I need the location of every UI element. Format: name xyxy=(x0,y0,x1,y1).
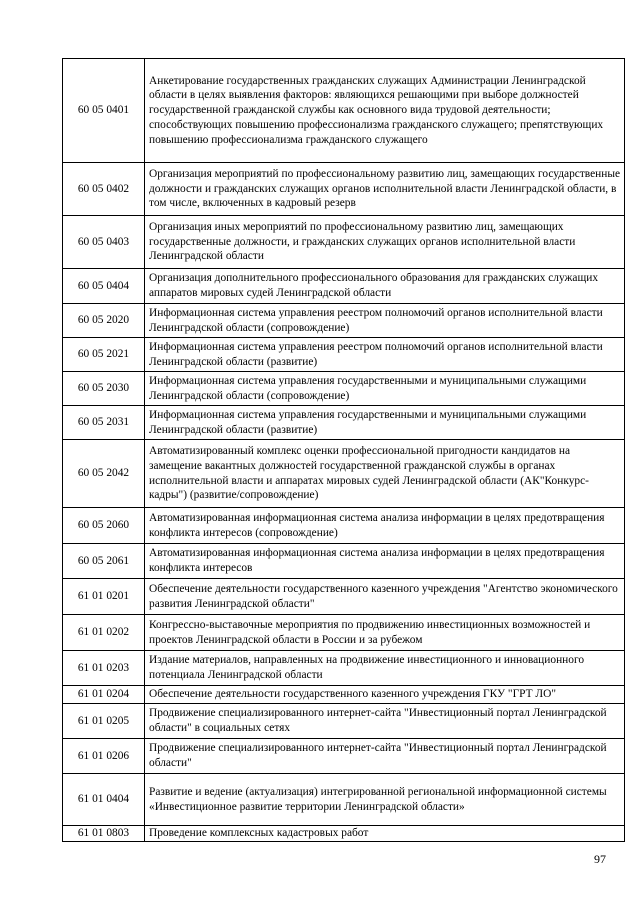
row-code: 60 05 0404 xyxy=(63,269,145,304)
budget-code-table xyxy=(62,58,625,842)
row-code: 61 01 0203 xyxy=(63,651,145,686)
row-description: Конгрессно-выставочные мероприятия по продвижению инвестиционных возможностей и проектов Ленинградской области в России и за рубежом xyxy=(145,615,625,651)
row-description: Автоматизированная информационная система анализа информации в целях предотвращения конфликта интересов xyxy=(145,544,625,579)
table-row xyxy=(63,163,625,216)
table-row xyxy=(63,440,625,508)
row-description: Организация мероприятий по профессиональному развитию лиц, замещающих государственные должности и гражданских служащих органов исполнительной власти Ленинградской области, в том числе, включенных в кадровый резерв xyxy=(145,163,625,216)
row-description: Обеспечение деятельности государственного казенного учреждения ГКУ "ГРТ ЛО" xyxy=(145,686,625,704)
table-row xyxy=(63,615,625,651)
row-description: Информационная система управления государственными и муниципальными служащими Ленинградской области (сопровождение) xyxy=(145,372,625,406)
row-code: 61 01 0206 xyxy=(63,739,145,774)
table-row xyxy=(63,269,625,304)
row-code: 61 01 0202 xyxy=(63,615,145,651)
row-description: Организация иных мероприятий по профессиональному развитию лиц, замещающих государственные должности, и гражданских служащих органов исполнительной власти Ленинградской области xyxy=(145,216,625,269)
table-row xyxy=(63,338,625,372)
row-description: Автоматизированная информационная система анализа информации в целях предотвращения конфликта интересов (сопровождение) xyxy=(145,508,625,544)
table-row xyxy=(63,774,625,826)
row-code: 61 01 0803 xyxy=(63,826,145,842)
row-code: 60 05 2061 xyxy=(63,544,145,579)
row-description: Автоматизированный комплекс оценки профессиональной пригодности кандидатов на замещение вакантных должностей государственной гражданской службы в органах исполнительной власти и аппаратах мировых судей Ленинградской области (АК"Конкурс-кадры") (развитие/сопровождение) xyxy=(145,440,625,508)
row-description: Издание материалов, направленных на продвижение инвестиционного и инновационного потенциала Ленинградской области xyxy=(145,651,625,686)
row-code: 61 01 0204 xyxy=(63,686,145,704)
row-code: 60 05 2021 xyxy=(63,338,145,372)
table-row xyxy=(63,508,625,544)
table-row xyxy=(63,406,625,440)
row-description: Развитие и ведение (актуализация) интегрированной региональной информационной системы «Инвестиционное развитие территории Ленинградской области» xyxy=(145,774,625,826)
row-description: Продвижение специализированного интернет-сайта "Инвестиционный портал Ленинградской области" в социальных сетях xyxy=(145,704,625,739)
row-code: 60 05 2060 xyxy=(63,508,145,544)
table-row xyxy=(63,739,625,774)
row-code: 61 01 0404 xyxy=(63,774,145,826)
row-code: 60 05 2030 xyxy=(63,372,145,406)
row-description: Продвижение специализированного интернет-сайта "Инвестиционный портал Ленинградской области" xyxy=(145,739,625,774)
row-code: 60 05 0401 xyxy=(63,59,145,163)
row-code: 60 05 2042 xyxy=(63,440,145,508)
table-row xyxy=(63,372,625,406)
table-row xyxy=(63,651,625,686)
page-number: 97 xyxy=(594,852,606,866)
row-code: 61 01 0205 xyxy=(63,704,145,739)
table-row xyxy=(63,579,625,615)
table-row xyxy=(63,59,625,163)
table-row xyxy=(63,686,625,704)
row-description: Проведение комплексных кадастровых работ xyxy=(145,826,625,842)
row-description: Информационная система управления государственными и муниципальными служащими Ленинградской области (развитие) xyxy=(145,406,625,440)
table-row xyxy=(63,704,625,739)
table-row xyxy=(63,544,625,579)
row-code: 61 01 0201 xyxy=(63,579,145,615)
row-description: Информационная система управления реестром полномочий органов исполнительной власти Ленинградской области (сопровождение) xyxy=(145,304,625,338)
table-row xyxy=(63,826,625,842)
row-code: 60 05 0403 xyxy=(63,216,145,269)
row-description: Организация дополнительного профессионального образования для гражданских служащих аппаратов мировых судей Ленинградской области xyxy=(145,269,625,304)
row-code: 60 05 2031 xyxy=(63,406,145,440)
table-row xyxy=(63,304,625,338)
row-description: Обеспечение деятельности государственного казенного учреждения "Агентство экономического развития Ленинградской области" xyxy=(145,579,625,615)
row-description: Анкетирование государственных гражданских служащих Администрации Ленинградской области в целях выявления факторов: являющихся решающими при выборе должностей государственной гражданской службы как основного вида трудовой деятельности; способствующих повышению профессионализма гражданского служащего; препятствующих повышению профессионализма гражданского служащего xyxy=(145,59,625,163)
row-description: Информационная система управления реестром полномочий органов исполнительной власти Ленинградской области (развитие) xyxy=(145,338,625,372)
row-code: 60 05 2020 xyxy=(63,304,145,338)
row-code: 60 05 0402 xyxy=(63,163,145,216)
table-row xyxy=(63,216,625,269)
